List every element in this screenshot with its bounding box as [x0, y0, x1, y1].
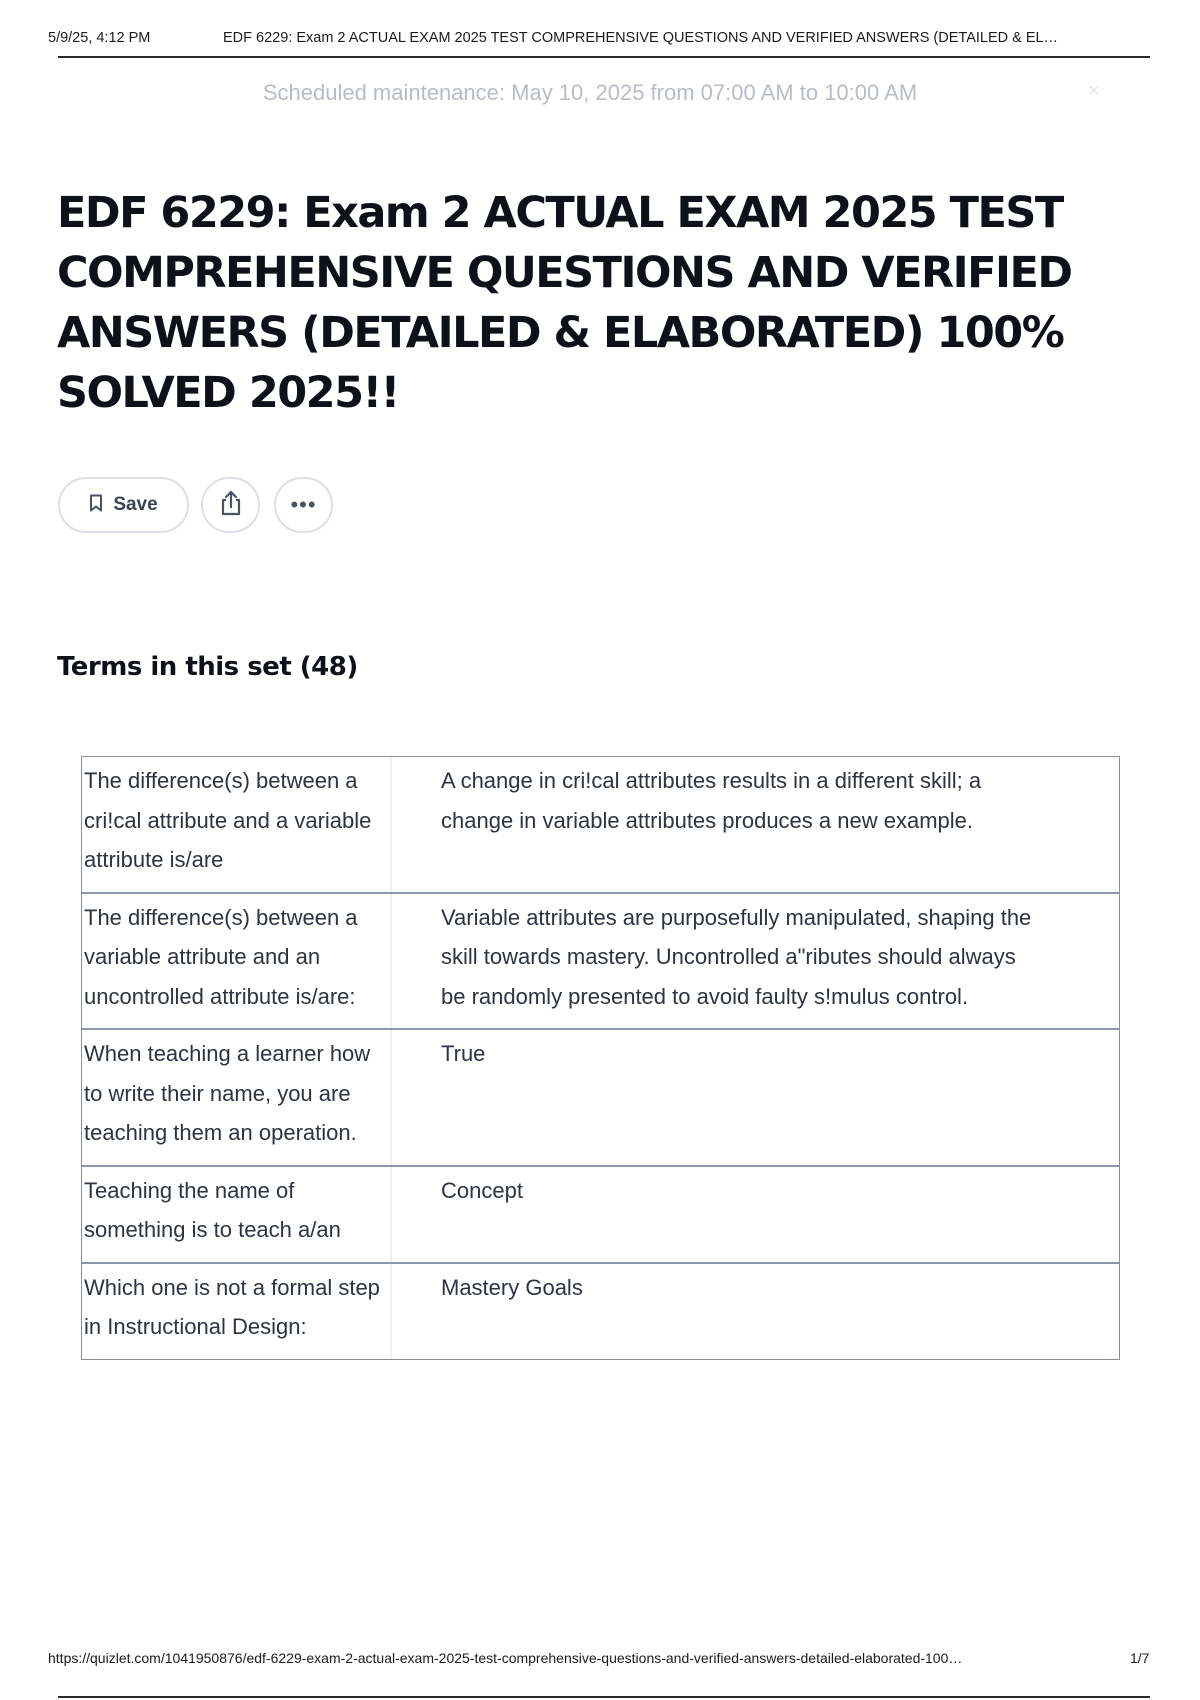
more-options-button[interactable]	[274, 477, 333, 533]
term-text: The difference(s) between a cri!cal attribute and a variable attribute is/are	[84, 768, 372, 872]
print-footer	[48, 1648, 1158, 1688]
column-divider	[390, 1264, 392, 1359]
term-text: Which one is not a formal step in Instructional Design:	[84, 1274, 380, 1339]
share-button[interactable]	[201, 477, 260, 533]
term-row	[82, 1028, 1119, 1165]
definition-text: True	[441, 1041, 486, 1066]
term-row	[82, 757, 1119, 892]
definition-text: Variable attributes are purposefully manipulated, shaping the skill towards mastery. Uncontrolled a"ributes should always be randomly presented to avoid faulty s!mulus control.	[441, 904, 1032, 1009]
definition-text: A change in cri!cal attributes results in a different skill; a change in variable attributes produces a new example.	[441, 768, 982, 833]
term-text: The difference(s) between a variable attribute and an uncontrolled attribute is/are:	[84, 904, 358, 1009]
term-text: When teaching a learner how to write their name, you are teaching them an operation.	[84, 1041, 371, 1145]
column-divider	[390, 757, 392, 892]
print-document-title: EDF 6229: Exam 2 ACTUAL EXAM 2025 TEST COMPREHENSIVE QUESTIONS AND VERIFIED ANSWERS (DETAILED & EL…	[223, 30, 1059, 46]
term-row	[82, 1165, 1119, 1262]
column-divider	[390, 894, 392, 1029]
term-row	[82, 892, 1119, 1029]
term-text: Teaching the name of something is to teach a/an	[84, 1177, 341, 1242]
print-url: https://quizlet.com/1041950876/edf-6229-exam-2-actual-exam-2025-test-comprehensive-questions-and-verified-answers-detailed-elaborated-100…	[48, 1650, 963, 1666]
column-divider	[390, 1030, 392, 1165]
share-icon	[218, 489, 244, 522]
more-options-icon: •••	[290, 492, 317, 517]
print-header	[48, 28, 1148, 58]
page-title: EDF 6229: Exam 2 ACTUAL EXAM 2025 TEST COMPREHENSIVE QUESTIONS AND VERIFIED ANSWERS (DETAILED & ELABORATED) 100% SOLVED 2025!!	[57, 188, 1072, 418]
print-datetime: 5/9/25, 4:12 PM	[48, 30, 151, 46]
footer-rule	[58, 1696, 1150, 1698]
definition-text: Concept	[441, 1177, 523, 1203]
terms-section-title: Terms in this set (48)	[57, 652, 358, 682]
bookmark-icon	[89, 494, 103, 517]
term-row	[82, 1262, 1119, 1359]
terms-table	[81, 756, 1120, 1360]
column-divider	[390, 1167, 392, 1262]
maintenance-banner	[0, 80, 1200, 106]
save-button-label: Save	[113, 494, 158, 515]
maintenance-message: Scheduled maintenance: May 10, 2025 from 07:00 AM to 10:00 AM	[262, 80, 918, 105]
definition-text: Mastery Goals	[441, 1274, 583, 1300]
close-icon[interactable]: ×	[1088, 80, 1100, 102]
page-number: 1/7	[1130, 1650, 1150, 1666]
save-button[interactable]	[58, 477, 189, 533]
header-rule	[58, 56, 1150, 58]
